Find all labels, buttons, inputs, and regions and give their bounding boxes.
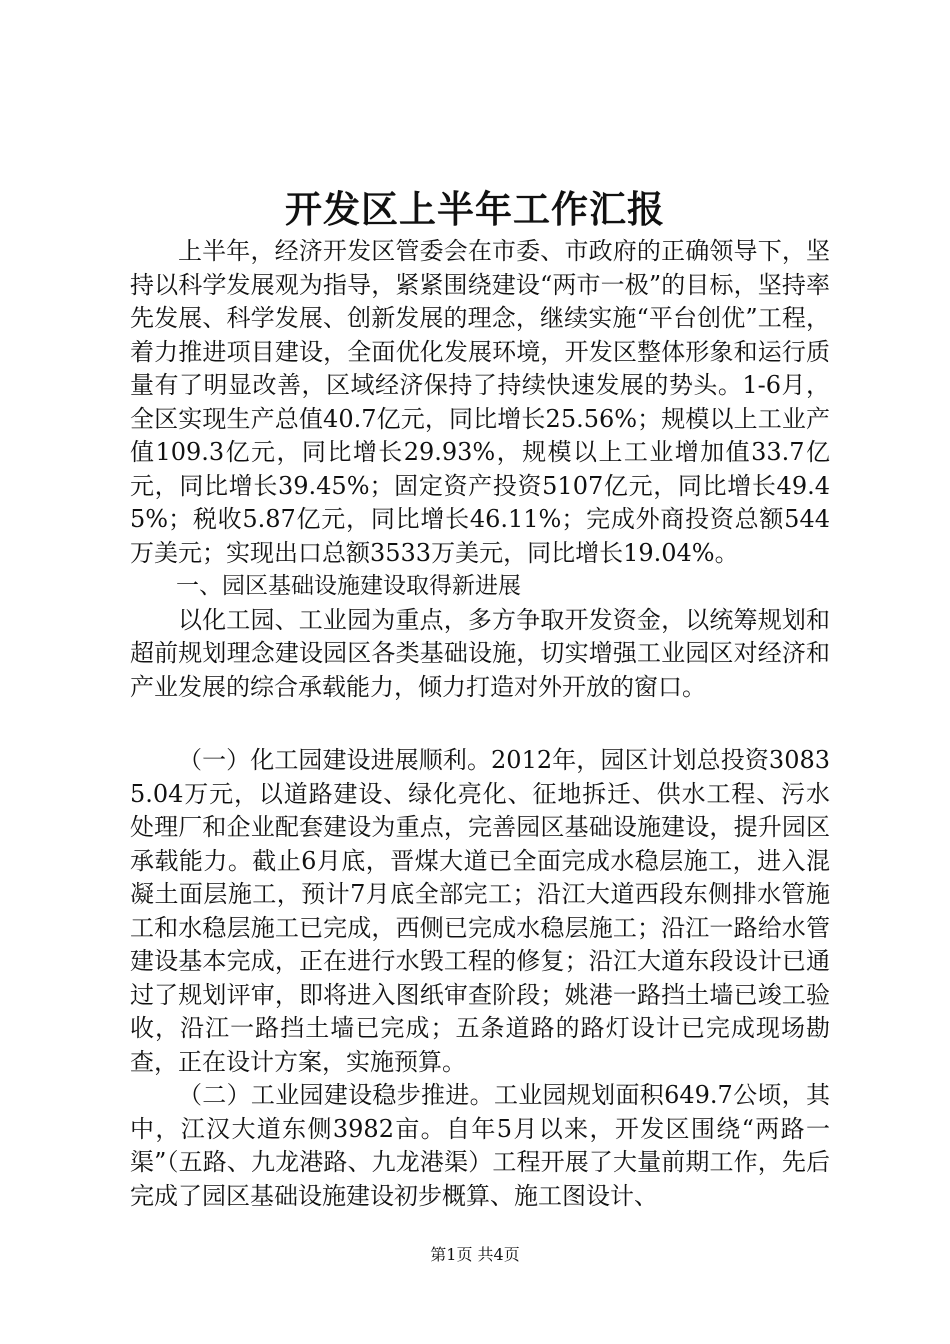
item-paragraph-2: （二）工业园建设稳步推进。工业园规划面积649.7公顷，其中，江汉大道东侧3982亩。自年5月以来，开发区围绕“两路一渠”（五路、九龙港路、九龙港渠）工程开展了大量前期工作，先后完成了园区基础设施建设初步概算、施工图设计、	[130, 1081, 830, 1210]
document-title: 开发区上半年工作汇报	[285, 187, 665, 231]
section-heading: 一、园区基础设施建设取得新进展	[176, 573, 521, 599]
section-paragraph: 以化工园、工业园为重点，多方争取开发资金，以统筹规划和超前规划理念建设园区各类基础设施，切实增强工业园区对经济和产业发展的综合承载能力，倾力打造对外开放的窗口。	[130, 605, 830, 701]
document-body	[130, 235, 830, 1213]
item-paragraph-1: （一）化工园建设进展顺利。2012年，园区计划总投资30835.04万元，以道路建设、绿化亮化、征地拆迁、供水工程、污水处理厂和企业配套建设为重点，完善园区基础设施建设，提升园区承载能力。截止6月底，晋煤大道已全面完成水稳层施工，进入混凝土面层施工，预计7月底全部完工；沿江大道西段东侧排水管施工和水稳层施工已完成，西侧已完成水稳层施工；沿江一路给水管建设基本完成，正在进行水毁工程的修复；沿江大道东段设计已通过了规划评审，即将进入图纸审查阶段；姚港一路挡土墙已竣工验收，沿江一路挡土墙已完成；五条道路的路灯设计已完成现场勘查，正在设计方案，实施预算。	[130, 746, 830, 1076]
page-number-footer: 第1页 共4页	[430, 1245, 520, 1264]
intro-paragraph: 上半年，经济开发区管委会在市委、市政府的正确领导下，坚持以科学发展观为指导，紧紧围绕建设“两市一极”的目标，坚持率先发展、科学发展、创新发展的理念，继续实施“平台创优”工程，着力推进项目建设，全面优化发展环境，开发区整体形象和运行质量有了明显改善，区域经济保持了持续快速发展的势头。1-6月，全区实现生产总值40.7亿元，同比增长25.56%；规模以上工业产值109.3亿元，同比增长29.93%，规模以上工业增加值33.7亿元，同比增长39.45%；固定资产投资5107亿元，同比增长49.45%；税收5.87亿元，同比增长46.11%；完成外商投资总额544万美元；实现出口总额3533万美元，同比增长19.04%。	[130, 237, 830, 567]
